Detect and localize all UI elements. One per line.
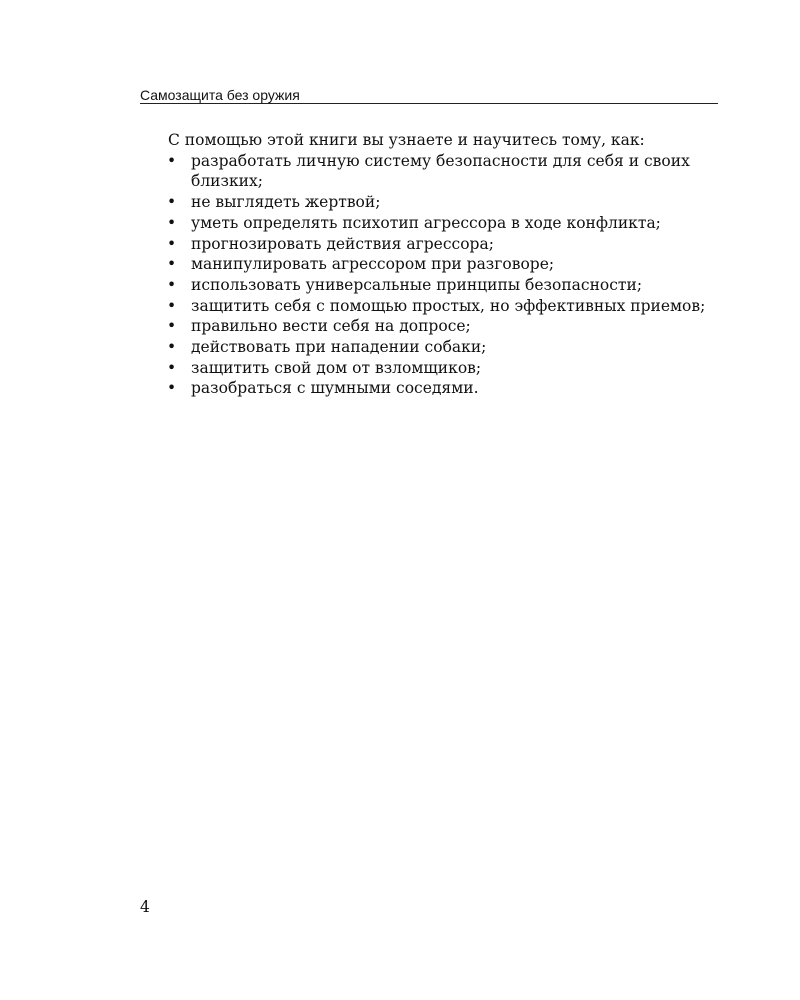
list-item xyxy=(140,192,718,213)
bullet-list xyxy=(140,151,718,399)
running-header: Самозащита без оружия xyxy=(140,87,300,103)
list-item xyxy=(140,151,718,192)
bullet-icon: • xyxy=(167,296,177,315)
list-item xyxy=(140,234,718,255)
list-item-text: правильно вести себя на допросе; xyxy=(191,317,471,336)
intro-text: С помощью этой книги вы узнаете и научитесь тому, как: xyxy=(168,131,645,149)
bullet-icon: • xyxy=(167,379,177,398)
list-item xyxy=(140,316,718,337)
list-item-text: манипулировать агрессором при разговоре; xyxy=(191,255,555,274)
page-content xyxy=(140,130,718,399)
list-item xyxy=(140,275,718,296)
bullet-icon: • xyxy=(167,358,177,377)
list-item xyxy=(140,254,718,275)
bullet-icon: • xyxy=(167,151,177,170)
list-item-text: использовать универсальные принципы безопасности; xyxy=(191,275,643,294)
bullet-icon: • xyxy=(167,275,177,294)
list-item-text: защитить себя с помощью простых, но эффективных приемов; xyxy=(191,296,706,315)
list-item-text: не выглядеть жертвой; xyxy=(191,193,381,212)
list-item xyxy=(140,296,718,317)
page-number: 4 xyxy=(140,898,150,916)
list-item xyxy=(140,378,718,399)
bullet-icon: • xyxy=(167,317,177,336)
list-item-text: разработать личную систему безопасности для себя и своих близких; xyxy=(191,151,690,191)
bullet-icon: • xyxy=(167,213,177,232)
list-item xyxy=(140,358,718,379)
list-item-text: прогнозировать действия агрессора; xyxy=(191,234,494,253)
list-item-text: действовать при нападении собаки; xyxy=(191,338,487,357)
list-item-text: разобраться с шумными соседями. xyxy=(191,379,479,398)
list-item-text: защитить свой дом от взломщиков; xyxy=(191,358,482,377)
list-item xyxy=(140,337,718,358)
bullet-icon: • xyxy=(167,234,177,253)
bullet-icon: • xyxy=(167,193,177,212)
header-rule xyxy=(140,103,718,104)
list-item xyxy=(140,213,718,234)
list-item-text: уметь определять психотип агрессора в ходе конфликта; xyxy=(191,213,661,232)
bullet-icon: • xyxy=(167,255,177,274)
bullet-icon: • xyxy=(167,338,177,357)
